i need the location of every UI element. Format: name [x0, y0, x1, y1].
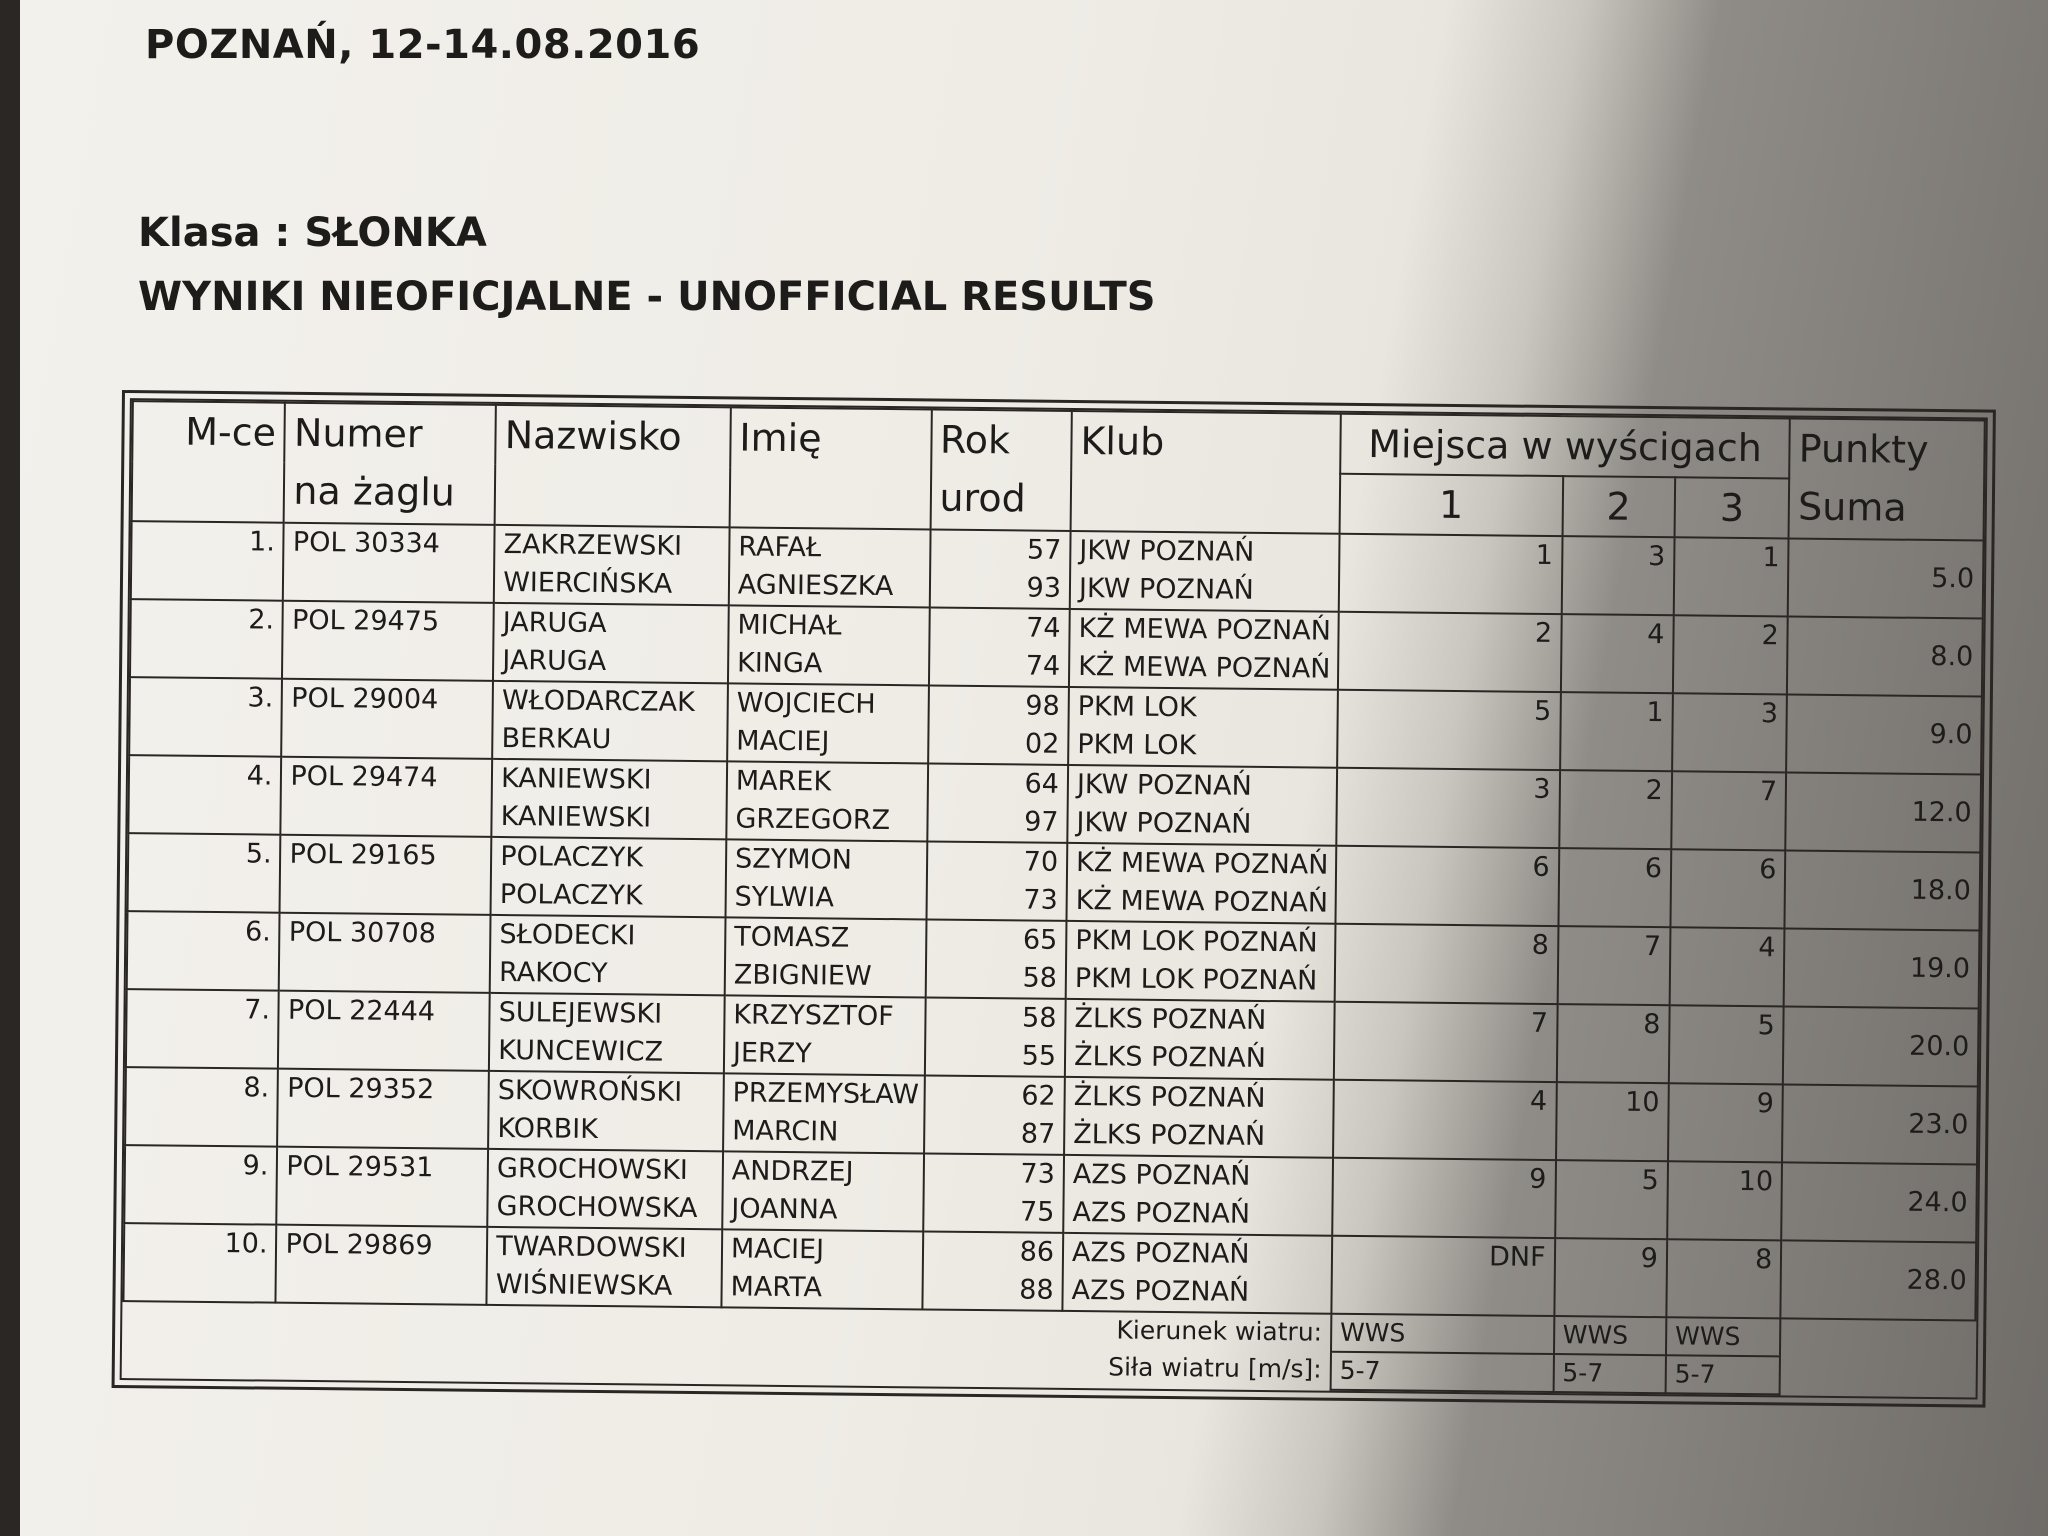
cell-birth-year-text: 62	[1021, 1080, 1056, 1112]
cell-place-text: 4.	[246, 760, 273, 792]
cell-surname	[487, 1227, 723, 1307]
cell-surname	[487, 1149, 723, 1229]
cell-first-name	[727, 683, 928, 763]
cell-surname-text: POLACZYK	[499, 878, 643, 912]
cell-first-name	[723, 1073, 924, 1153]
cell-points-total-text: 9.0	[1929, 718, 1973, 751]
cell-first-name-text: JERZY	[732, 1037, 812, 1070]
cell-race-1	[1332, 1158, 1556, 1238]
cell-surname-text: KANIEWSKI	[500, 800, 652, 834]
cell-points-total	[1788, 538, 1984, 618]
cell-club	[1070, 531, 1340, 612]
cell-race-3-text: 1	[1762, 542, 1780, 574]
cell-club	[1068, 687, 1338, 768]
cell-first-name-text: SZYMON	[734, 843, 853, 876]
results-subtitle: WYNIKI NIEOFICJALNE - UNOFFICIAL RESULTS	[138, 274, 1156, 320]
cell-race-1-text: 5	[1533, 695, 1552, 727]
cell-club-text: AZS POZNAŃ	[1071, 1236, 1250, 1270]
cell-birth-year-text: 87	[1020, 1118, 1056, 1150]
cell-birth-year-text: 57	[1026, 534, 1062, 566]
cell-race-1	[1331, 1236, 1555, 1316]
cell-place-text: 3.	[247, 682, 274, 714]
cell-race-3	[1672, 693, 1787, 772]
wind-speed-label: Siła wiatru [m/s]:	[1108, 1352, 1322, 1384]
cell-surname-text: JARUGA	[502, 644, 607, 678]
cell-birth-year	[927, 763, 1068, 842]
cell-place-text: 5.	[245, 838, 272, 870]
cell-race-2-text: 5	[1641, 1164, 1659, 1197]
cell-sail-number	[283, 523, 494, 603]
cell-race-3	[1668, 1083, 1783, 1162]
cell-club	[1062, 1233, 1332, 1314]
cell-surname-text: WIŚNIEWSKA	[495, 1268, 673, 1302]
cell-race-3-text: 6	[1759, 854, 1777, 886]
cell-race-1-text: 8	[1531, 929, 1550, 961]
cell-race-3-text: 4	[1758, 932, 1776, 964]
cell-club-text: KŻ MEWA POZNAŃ	[1078, 613, 1332, 647]
cell-place-text: 10.	[224, 1228, 268, 1260]
cell-club-text: PKM LOK	[1077, 691, 1197, 724]
cell-points-total-text: 8.0	[1930, 640, 1974, 673]
cell-club-text: JKW POZNAŃ	[1076, 769, 1252, 802]
cell-race-1	[1335, 846, 1559, 926]
cell-club-text: ŻLKS POZNAŃ	[1073, 1119, 1266, 1153]
cell-race-1-text: DNF	[1488, 1241, 1546, 1273]
cell-race-3-text: 10	[1738, 1165, 1774, 1198]
cell-first-name-text: MACIEJ	[730, 1233, 825, 1266]
cell-place-text: 2.	[248, 604, 275, 636]
cell-surname-text: WŁODARCZAK	[501, 684, 695, 719]
cell-place	[126, 989, 279, 1069]
cell-surname-text: KORBIK	[497, 1112, 599, 1146]
cell-points-total-text: 5.0	[1931, 562, 1975, 595]
document-title: POZNAŃ, 12-14.08.2016	[145, 22, 701, 68]
cell-race-1	[1338, 612, 1562, 692]
cell-birth-year-text: 02	[1024, 728, 1060, 760]
cell-first-name	[726, 761, 927, 841]
cell-birth-year	[924, 997, 1065, 1076]
cell-surname	[493, 603, 729, 683]
cell-race-1-text: 9	[1529, 1163, 1547, 1195]
cell-race-2	[1560, 692, 1673, 771]
cell-surname	[491, 837, 727, 917]
cell-race-3	[1670, 927, 1785, 1006]
col-header-races: Miejsca w wyścigach	[1340, 414, 1790, 479]
cell-sail-number	[277, 1147, 488, 1227]
cell-first-name	[721, 1229, 922, 1309]
wind-speed-race-2: 5-7	[1553, 1354, 1666, 1393]
cell-birth-year-text: 97	[1024, 806, 1059, 838]
cell-first-name-text: JOANNA	[731, 1193, 838, 1226]
cell-club-text: AZS POZNAŃ	[1071, 1274, 1250, 1308]
cell-race-2	[1556, 1004, 1669, 1083]
cell-birth-year	[926, 841, 1067, 920]
cell-sail-number-text: POL 29869	[285, 1228, 433, 1262]
cell-birth-year	[929, 529, 1070, 608]
cell-first-name	[724, 995, 925, 1075]
cell-birth-year	[922, 1231, 1063, 1310]
cell-club	[1065, 999, 1335, 1080]
col-header-name: Imię	[730, 407, 932, 529]
cell-race-2-text: 4	[1647, 618, 1665, 651]
cell-surname-text: ZAKRZEWSKI	[503, 529, 683, 562]
cell-club-text: AZS POZNAŃ	[1072, 1196, 1251, 1230]
cell-race-1-text: 6	[1532, 851, 1550, 883]
cell-race-1	[1335, 924, 1559, 1004]
cell-surname	[491, 759, 727, 839]
cell-place-text: 7.	[244, 994, 271, 1026]
cell-birth-year-text: 58	[1022, 962, 1058, 994]
cell-sail-number	[276, 1225, 487, 1305]
wind-direction-race-1: WWS	[1331, 1314, 1554, 1354]
cell-club	[1069, 609, 1339, 690]
cell-place	[124, 1145, 277, 1225]
cell-birth-year	[925, 919, 1066, 998]
cell-first-name-text: SYLWIA	[734, 881, 835, 914]
cell-birth-year-text: 64	[1024, 768, 1060, 800]
cell-race-2-text: 2	[1645, 774, 1663, 807]
cell-points-total	[1784, 928, 1980, 1008]
wind-speed-race-1: 5-7	[1330, 1352, 1553, 1392]
cell-race-3	[1673, 615, 1788, 694]
col-header-sail: Numer na żaglu	[284, 403, 496, 525]
cell-race-3-text: 5	[1757, 1010, 1775, 1042]
cell-sail-number	[280, 835, 491, 915]
cell-first-name-text: MARCIN	[732, 1115, 839, 1148]
cell-birth-year-text: 74	[1026, 612, 1061, 644]
cell-sail-number-text: POL 29004	[291, 682, 439, 716]
cell-first-name-text: ZBIGNIEW	[733, 959, 872, 992]
cell-points-total	[1781, 1240, 1977, 1320]
cell-club	[1063, 1155, 1333, 1236]
cell-surname-text: BERKAU	[501, 722, 612, 756]
cell-birth-year-text: 73	[1020, 1158, 1056, 1190]
cell-first-name-text: RAFAŁ	[738, 531, 822, 564]
cell-sail-number-text: POL 22444	[287, 994, 436, 1028]
cell-club-text: KŻ MEWA POZNAŃ	[1077, 651, 1331, 685]
cell-race-1	[1334, 1002, 1558, 1082]
cell-race-2	[1555, 1160, 1668, 1239]
col-header-year: Rok urod	[930, 409, 1072, 530]
results-table	[122, 400, 1986, 1397]
cell-race-1-text: 3	[1533, 773, 1551, 805]
cell-sail-number	[282, 679, 493, 759]
cell-sail-number	[278, 1069, 489, 1149]
cell-sail-number-text: POL 29531	[286, 1150, 434, 1184]
cell-place-text: 1.	[248, 526, 276, 558]
cell-club-text: PKM LOK POZNAŃ	[1074, 963, 1318, 997]
cell-first-name	[722, 1151, 923, 1231]
cell-race-3-text: 9	[1756, 1088, 1775, 1120]
cell-sail-number-text: POL 30334	[292, 526, 441, 560]
cell-club-text: ŻLKS POZNAŃ	[1073, 1041, 1267, 1075]
cell-points-total	[1785, 850, 1981, 930]
cell-surname-text: SKOWROŃSKI	[497, 1074, 683, 1108]
cell-birth-year-text: 58	[1021, 1002, 1057, 1034]
cell-race-1	[1336, 768, 1560, 848]
cell-club-text: ŻLKS POZNAŃ	[1074, 1003, 1267, 1037]
cell-race-3-text: 2	[1761, 620, 1779, 652]
results-table-frame	[112, 390, 1996, 1408]
cell-race-3-text: 8	[1754, 1244, 1773, 1276]
cell-birth-year-text: 98	[1025, 690, 1060, 722]
cell-place	[129, 677, 282, 757]
cell-first-name	[725, 917, 926, 997]
cell-sail-number-text: POL 29475	[291, 604, 440, 638]
cell-sail-number-text: POL 29474	[290, 760, 438, 794]
cell-surname-text: KANIEWSKI	[500, 762, 652, 796]
cell-race-1	[1337, 690, 1561, 770]
cell-race-1-text: 1	[1535, 539, 1554, 571]
cell-place	[128, 833, 281, 913]
cell-race-3-text: 3	[1760, 698, 1779, 730]
header-row	[132, 401, 1985, 480]
footer-spacer	[1780, 1318, 1975, 1358]
paper-sheet	[20, 0, 2048, 1536]
cell-points-total-text: 12.0	[1911, 796, 1972, 829]
cell-first-name	[728, 605, 929, 685]
cell-surname-text: KUNCEWICZ	[498, 1034, 664, 1068]
wind-direction-race-2: WWS	[1554, 1316, 1667, 1355]
cell-race-3	[1666, 1239, 1781, 1318]
cell-points-total-text: 19.0	[1909, 952, 1971, 985]
cell-first-name-text: MICHAŁ	[737, 609, 842, 642]
wind-direction-race-3: WWS	[1666, 1317, 1781, 1356]
cell-sail-number	[282, 601, 493, 681]
col-header-club: Klub	[1071, 411, 1341, 534]
cell-club	[1064, 1077, 1334, 1158]
cell-race-2	[1554, 1238, 1667, 1317]
cell-race-1	[1333, 1080, 1557, 1160]
cell-first-name	[729, 527, 930, 607]
cell-birth-year	[923, 1153, 1064, 1232]
cell-race-2-text: 1	[1646, 696, 1664, 729]
cell-race-2	[1560, 614, 1673, 693]
col-header-points: Punkty Suma	[1789, 418, 1985, 540]
cell-points-total	[1786, 772, 1982, 852]
cell-surname-text: POLACZYK	[500, 840, 644, 874]
cell-race-1-text: 2	[1534, 617, 1553, 649]
cell-first-name-text: TOMASZ	[734, 921, 850, 954]
cell-first-name-text: PRZEMYSŁAW	[732, 1077, 920, 1111]
cell-birth-year-text: 75	[1019, 1196, 1055, 1228]
cell-race-3	[1669, 1005, 1784, 1084]
cell-birth-year-text: 86	[1019, 1236, 1055, 1268]
cell-place	[131, 521, 284, 601]
cell-surname-text: GROCHOWSKA	[496, 1190, 698, 1225]
col-header-race-2: 2	[1562, 476, 1675, 537]
cell-club-text: ŻLKS POZNAŃ	[1073, 1081, 1266, 1115]
col-header-surname: Nazwisko	[495, 405, 731, 527]
cell-race-2-text: 3	[1647, 540, 1666, 573]
cell-points-total	[1783, 1006, 1979, 1086]
cell-surname-text: WIERCIŃSKA	[502, 567, 673, 600]
col-header-race-3: 3	[1674, 477, 1789, 538]
cell-surname	[488, 1071, 724, 1151]
cell-birth-year-text: 55	[1021, 1040, 1057, 1072]
cell-race-1	[1339, 534, 1563, 614]
cell-place	[127, 911, 280, 991]
cell-first-name-text: KINGA	[736, 647, 823, 680]
cell-club-text: PKM LOK POZNAŃ	[1075, 925, 1318, 959]
cell-club	[1066, 843, 1336, 924]
wind-direction-label: Kierunek wiatru:	[1116, 1315, 1323, 1347]
cell-first-name-text: MAREK	[735, 765, 832, 798]
cell-club	[1067, 765, 1337, 846]
cell-sail-number-text: POL 29165	[289, 838, 437, 872]
cell-sail-number-text: POL 30708	[288, 916, 437, 950]
cell-place	[130, 599, 283, 679]
cell-birth-year-text: 88	[1019, 1274, 1054, 1306]
cell-surname	[490, 915, 726, 995]
cell-place-text: 8.	[243, 1072, 270, 1104]
cell-first-name-text: GRZEGORZ	[735, 803, 891, 837]
cell-club-text: JKW POZNAŃ	[1076, 807, 1252, 840]
cell-race-3	[1670, 849, 1785, 928]
cell-club-text: AZS POZNAŃ	[1072, 1159, 1251, 1192]
cell-surname	[492, 681, 728, 761]
cell-sail-number-text: POL 29352	[287, 1072, 435, 1106]
cell-birth-year-text: 73	[1023, 884, 1058, 916]
footer-spacer	[1780, 1356, 1975, 1396]
cell-race-2-text: 7	[1643, 930, 1662, 963]
cell-surname-text: SULEJEWSKI	[498, 996, 663, 1030]
cell-surname-text: RAKOCY	[498, 956, 608, 990]
cell-race-3	[1667, 1161, 1782, 1240]
cell-race-2-text: 10	[1625, 1086, 1660, 1119]
cell-surname	[489, 993, 725, 1073]
cell-first-name-text: ANDRZEJ	[731, 1155, 854, 1188]
cell-race-2	[1556, 1082, 1669, 1161]
cell-race-2	[1561, 536, 1674, 615]
cell-race-2	[1557, 926, 1670, 1005]
cell-birth-year-text: 74	[1025, 650, 1061, 682]
cell-race-3	[1671, 771, 1786, 850]
cell-race-2-text: 8	[1643, 1008, 1661, 1041]
cell-points-total	[1787, 616, 1983, 696]
cell-race-1-text: 4	[1529, 1085, 1548, 1117]
cell-points-total-text: 20.0	[1908, 1030, 1970, 1063]
cell-race-3-text: 7	[1759, 776, 1778, 808]
cell-place	[123, 1223, 276, 1303]
cell-surname-text: GROCHOWSKI	[496, 1152, 689, 1186]
cell-birth-year-text: 70	[1023, 846, 1059, 878]
cell-place	[128, 755, 281, 835]
cell-place-text: 9.	[242, 1150, 269, 1182]
cell-sail-number	[279, 913, 490, 993]
cell-place	[125, 1067, 278, 1147]
cell-club-text: JKW POZNAŃ	[1079, 535, 1255, 568]
cell-first-name-text: WOJCIECH	[736, 687, 876, 720]
cell-surname-text: SŁODECKI	[499, 918, 636, 952]
cell-birth-year-text: 93	[1026, 572, 1062, 604]
cell-place-text: 6.	[244, 916, 271, 948]
cell-race-3	[1674, 537, 1789, 616]
cell-points-total-text: 28.0	[1906, 1264, 1967, 1297]
cell-club-text: JKW POZNAŃ	[1078, 573, 1255, 606]
cell-club	[1066, 921, 1336, 1002]
cell-surname-text: JARUGA	[502, 607, 607, 640]
cell-points-total	[1781, 1162, 1977, 1242]
cell-birth-year-text: 65	[1022, 924, 1058, 956]
cell-club-text: PKM LOK	[1077, 729, 1197, 762]
wind-speed-race-3: 5-7	[1666, 1355, 1781, 1394]
cell-points-total	[1782, 1084, 1978, 1164]
cell-birth-year	[928, 607, 1069, 686]
cell-sail-number	[281, 757, 492, 837]
cell-first-name	[725, 839, 926, 919]
cell-race-2-text: 9	[1640, 1242, 1659, 1275]
cell-points-total	[1786, 694, 1982, 774]
cell-sail-number	[278, 991, 489, 1071]
cell-race-2-text: 6	[1644, 852, 1663, 885]
cell-points-total-text: 24.0	[1907, 1186, 1968, 1219]
cell-club-text: KŻ MEWA POZNAŃ	[1075, 847, 1329, 881]
cell-birth-year	[928, 685, 1069, 764]
col-header-place: M-ce	[132, 401, 286, 523]
col-header-race-1: 1	[1339, 474, 1562, 536]
cell-first-name-text: MACIEJ	[736, 725, 830, 758]
cell-race-1-text: 7	[1530, 1007, 1549, 1039]
cell-first-name-text: AGNIESZKA	[737, 569, 894, 603]
cell-race-2	[1559, 770, 1672, 849]
cell-surname-text: TWARDOWSKI	[496, 1230, 687, 1264]
cell-club-text: KŻ MEWA POZNAŃ	[1075, 885, 1329, 919]
cell-first-name-text: KRZYSZTOF	[733, 999, 894, 1033]
cell-birth-year	[924, 1075, 1065, 1154]
cell-first-name-text: MARTA	[730, 1271, 823, 1304]
cell-points-total-text: 18.0	[1910, 874, 1972, 907]
cell-race-2	[1558, 848, 1671, 927]
cell-points-total-text: 23.0	[1908, 1108, 1969, 1141]
class-heading: Klasa : SŁONKA	[138, 210, 487, 256]
cell-surname	[494, 525, 730, 605]
